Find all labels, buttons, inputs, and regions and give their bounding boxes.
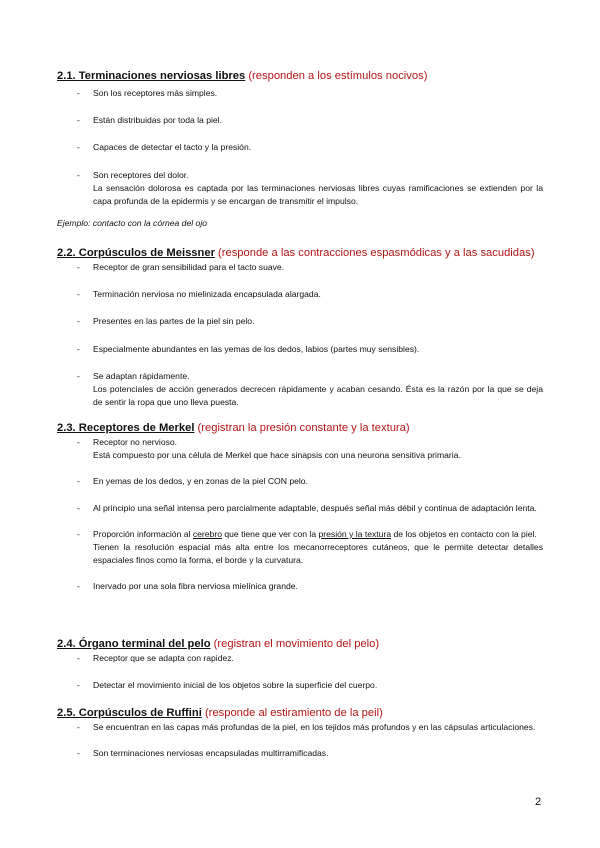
section-heading	[57, 421, 543, 435]
list-item: - Al principio una señal intensa pero parcialmente adaptable, después señal más débil y continua de adaptación lenta.	[77, 502, 537, 513]
item-list	[57, 721, 543, 760]
section-meissner	[57, 246, 543, 409]
heading-note: (responde al estiramiento de la peil)	[204, 707, 383, 719]
heading-title: 2.4. Órgano terminal del pelo	[57, 638, 211, 650]
list-item: - Receptor que se adapta con rapidez.	[77, 653, 234, 663]
section-terminaciones-libres	[57, 69, 543, 208]
list-item: - Son los receptores más simples.	[77, 88, 218, 98]
section-organo-pelo	[57, 637, 543, 692]
item-list	[57, 261, 543, 409]
section-heading	[57, 637, 543, 651]
list-item: - Especialmente abundantes en las yemas de los dedos, labios (partes muy sensibles).	[77, 343, 420, 354]
item-list	[57, 652, 543, 692]
heading-title: 2.5. Corpúsculos de Ruffini	[57, 707, 202, 719]
list-item: - En yemas de los dedos, y en zonas de la piel CON pelo.	[77, 476, 308, 487]
list-item: - Detectar el movimiento inicial de los objetos sobre la superficie del cuerpo.	[77, 680, 378, 691]
list-item: - Presentes en las partes de la piel sin pelo.	[77, 316, 255, 327]
list-item: - Receptor no nervioso. Está compuesto por una célula de Merkel que hace sinapsis con una neurona sensitiva primaria.	[77, 437, 461, 461]
section-heading	[57, 706, 543, 720]
list-item: - Están distribuidas por toda la piel.	[77, 115, 222, 126]
section-ruffini	[57, 706, 543, 760]
heading-note: (registran la presión constante y la textura)	[197, 422, 410, 434]
list-item: - Se encuentran en las capas más profundas de la piel, en los tejidos más profundos y en las cápsulas articulaciones.	[77, 722, 536, 732]
section-merkel	[57, 421, 543, 594]
list-item: - Son terminaciones nerviosas encapsuladas multirramificadas.	[77, 748, 329, 759]
section-heading	[57, 69, 543, 83]
list-item: - Inervado por una sola fibra nerviosa mielínica grande.	[77, 581, 298, 592]
list-item: - Receptor de gran sensibilidad para el tacto suave.	[77, 262, 285, 272]
page-number: 2	[535, 796, 542, 808]
heading-note: (registran el movimiento del pelo)	[213, 638, 380, 650]
item-list	[57, 87, 543, 208]
heading-title: 2.1. Terminaciones nerviosas libres	[57, 70, 246, 82]
list-item: - Proporción información al cerebro que tiene que ver con la presión y la textura de los objetos en contacto con la piel. Tienen la resolución espacial más alta entre los mecanorreceptores cutáneos, que le permite detectar detalles espaciales finos como la forma, el borde y la curvatura.	[77, 528, 543, 566]
heading-note: (responde a las contracciones espasmódicas y a las sacudidas)	[218, 247, 535, 259]
list-item: - Se adaptan rápidamente. Los potenciales de acción generados decrecen rápidamente y acaban cesando. Ésta es la razón por la que se deja de sentir la ropa que uno lleva puesta.	[77, 370, 543, 408]
list-item: - Son receptores del dolor. La sensación dolorosa es captada por las terminaciones nerviosas libres cuyas ramificaciones se extienden por la capa profunda de la epidermis y se encargan de transmitir el impulso.	[77, 169, 543, 207]
heading-title: 2.2. Corpúsculos de Meissner	[57, 247, 215, 259]
list-item: - Terminación nerviosa no mielinizada encapsulada alargada.	[77, 289, 321, 300]
section-heading	[57, 246, 543, 260]
heading-title: 2.3. Receptores de Merkel	[57, 422, 195, 434]
list-item: - Capaces de detectar el tacto y la presión.	[77, 142, 252, 153]
heading-note: (responden a los estímulos nocivos)	[248, 70, 428, 82]
example-note: Ejemplo: contacto con la córnea del ojo	[57, 218, 208, 228]
item-list	[57, 436, 543, 594]
